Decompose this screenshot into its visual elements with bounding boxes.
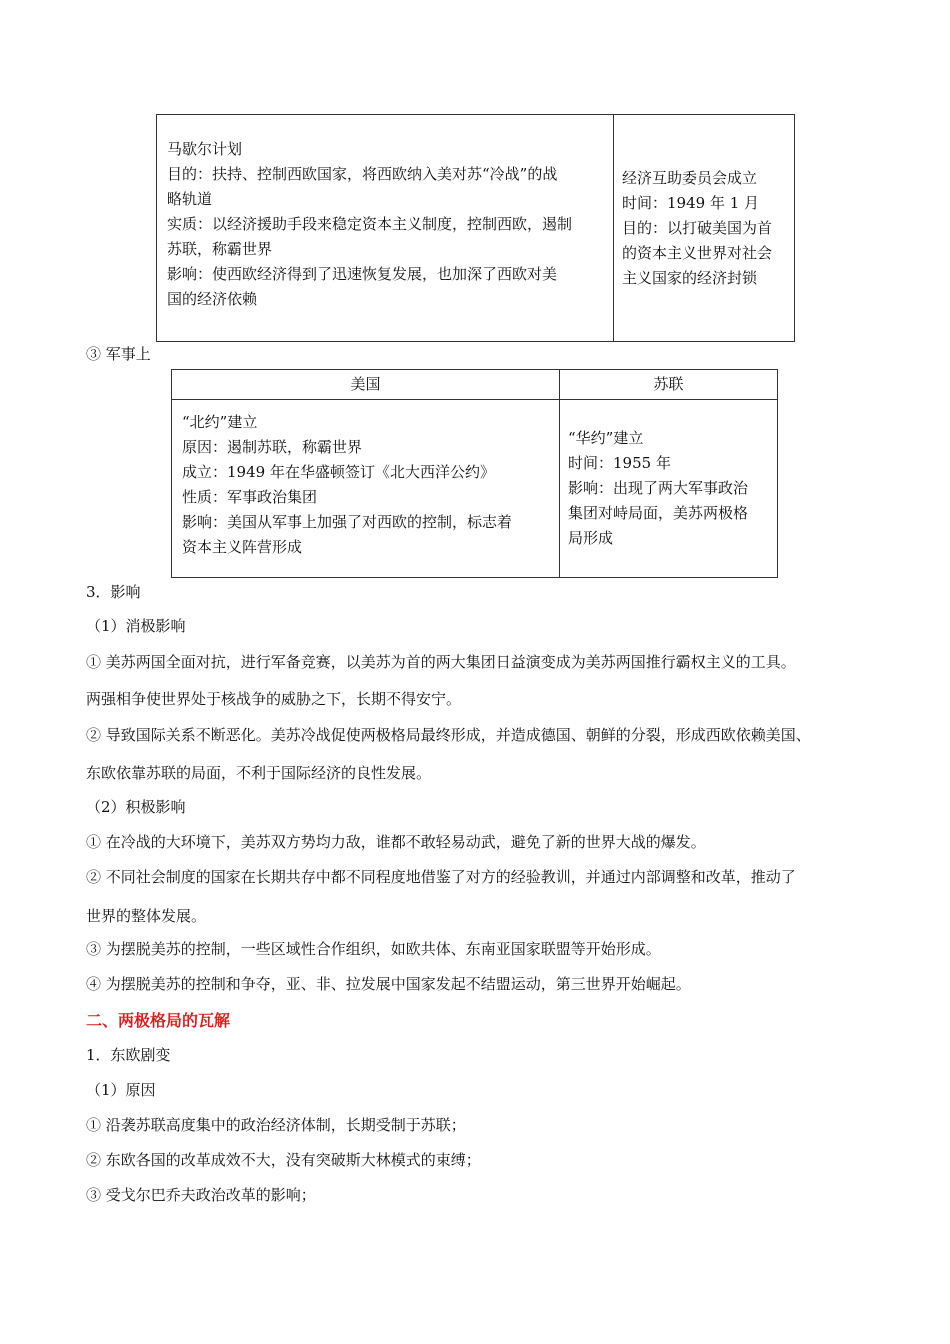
warsaw-pact-title: “华约”建立 xyxy=(568,428,644,447)
header-usa: 美国 xyxy=(172,370,560,400)
comecon-line: 的资本主义世界对社会 xyxy=(622,243,773,262)
header-ussr: 苏联 xyxy=(560,370,778,400)
warsaw-pact-line: 局形成 xyxy=(568,528,614,547)
comecon-cell xyxy=(614,115,795,342)
nato-cell xyxy=(172,399,560,577)
nato-line: 原因：遏制苏联，称霸世界 xyxy=(182,438,363,457)
comecon-line: 目的：以打破美国为首 xyxy=(622,218,773,237)
military-label: ③ 军事上 xyxy=(86,345,151,363)
nato-line: 资本主义阵营形成 xyxy=(182,538,303,557)
paragraph: ① 在冷战的大环境下，美苏双方势均力敌，谁都不敢轻易动武，避免了新的世界大战的爆发。 xyxy=(86,833,706,851)
nato-title: “北约”建立 xyxy=(182,413,258,432)
paragraph: ② 导致国际关系不断恶化。美苏冷战促使两极格局最终形成，并造成德国、朝鲜的分裂，形成西欧依赖美国、 xyxy=(86,726,811,744)
nato-line: 性质：军事政治集团 xyxy=(182,488,318,507)
nato-line: 影响：美国从军事上加强了对西欧的控制，标志着 xyxy=(182,513,513,532)
warsaw-pact-line: 影响：出现了两大军事政治 xyxy=(568,478,749,497)
paragraph: 东欧依靠苏联的局面，不利于国际经济的良性发展。 xyxy=(86,764,432,782)
paragraph: ① 沿袭苏联高度集中的政治经济体制，长期受制于苏联； xyxy=(86,1116,466,1134)
marshall-plan-title: 马歇尔计划 xyxy=(167,139,243,158)
military-comparison-table xyxy=(171,369,778,578)
subheading-negative: （1）消极影响 xyxy=(86,617,186,635)
economic-comparison-table xyxy=(156,114,795,342)
marshall-plan-line: 略轨道 xyxy=(167,189,213,208)
marshall-plan-cell xyxy=(157,115,614,342)
heading-eastern-europe: 1．东欧剧变 xyxy=(86,1046,171,1064)
marshall-plan-line: 国的经济依赖 xyxy=(167,289,258,308)
section-title: 二、两极格局的瓦解 xyxy=(86,1011,231,1030)
marshall-plan-line: 实质：以经济援助手段来稳定资本主义制度，控制西欧，遏制 xyxy=(167,214,573,233)
paragraph: ③ 为摆脱美苏的控制，一些区域性合作组织，如欧共体、东南亚国家联盟等开始形成。 xyxy=(86,940,661,958)
paragraph: ① 美苏两国全面对抗，进行军备竞赛，以美苏为首的两大集团日益演变成为美苏两国推行霸权主义的工具。 xyxy=(86,653,796,671)
marshall-plan-line: 目的：扶持、控制西欧国家，将西欧纳入美对苏“冷战”的战 xyxy=(167,164,558,183)
marshall-plan-line: 苏联，称霸世界 xyxy=(167,239,273,258)
marshall-plan-line: 影响：使西欧经济得到了迅速恢复发展，也加深了西欧对美 xyxy=(167,264,558,283)
paragraph: ③ 受戈尔巴乔夫政治改革的影响； xyxy=(86,1186,316,1204)
comecon-line: 主义国家的经济封锁 xyxy=(622,268,758,287)
warsaw-pact-cell xyxy=(560,399,778,577)
subheading-causes: （1）原因 xyxy=(86,1081,156,1099)
subheading-positive: （2）积极影响 xyxy=(86,798,186,816)
nato-line: 成立：1949 年在华盛顿签订《北大西洋公约》 xyxy=(182,463,495,482)
warsaw-pact-line: 集团对峙局面，美苏两极格 xyxy=(568,503,749,522)
heading-influence: 3．影响 xyxy=(86,583,141,601)
comecon-title: 经济互助委员会成立 xyxy=(622,168,758,187)
paragraph: ② 东欧各国的改革成效不大，没有突破斯大林模式的束缚； xyxy=(86,1151,481,1169)
comecon-line: 时间：1949 年 1 月 xyxy=(622,193,760,212)
paragraph: 两强相争使世界处于核战争的威胁之下，长期不得安宁。 xyxy=(86,690,462,708)
paragraph: ② 不同社会制度的国家在长期共存中都不同程度地借鉴了对方的经验教训，并通过内部调整和改革，推动了 xyxy=(86,868,796,886)
paragraph: ④ 为摆脱美苏的控制和争夺，亚、非、拉发展中国家发起不结盟运动，第三世界开始崛起。 xyxy=(86,975,691,993)
paragraph: 世界的整体发展。 xyxy=(86,907,207,925)
warsaw-pact-line: 时间：1955 年 xyxy=(568,453,671,472)
